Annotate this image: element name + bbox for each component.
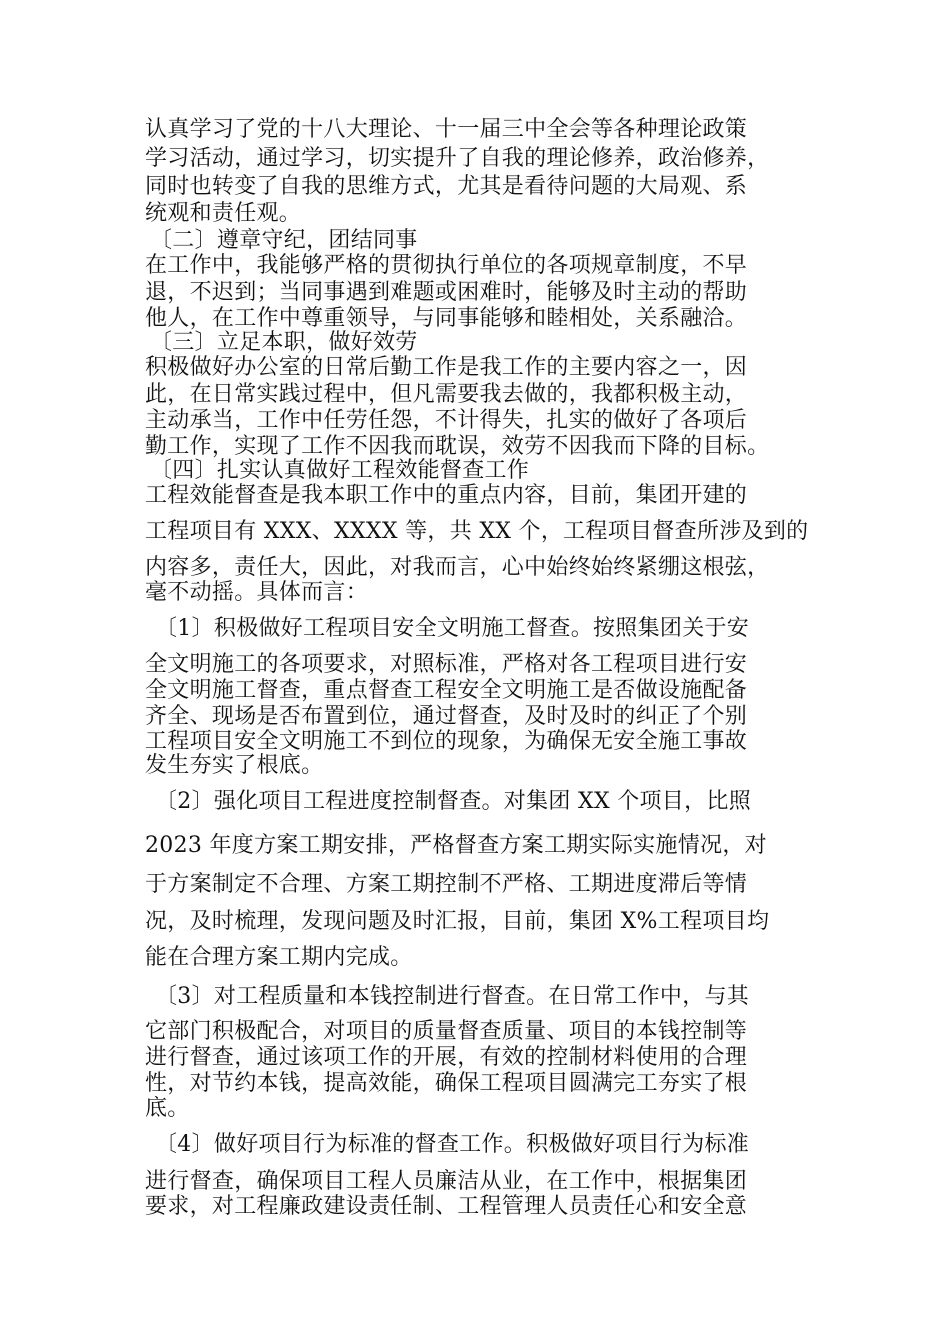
text-line: 能在合理方案工期内完成。 xyxy=(145,945,413,970)
text-line: 工程效能督查是我本职工作中的重点内容，目前，集团开建的 xyxy=(145,483,748,508)
text-line: 主动承当，工作中任劳任怨，不计得失，扎实的做好了各项后 xyxy=(145,408,748,433)
text-line: 齐全、现场是否布置到位，通过督查，及时及时的纠正了个别 xyxy=(145,704,748,729)
text-line: 2023 年度方案工期安排，严格督查方案工期实际实施情况，对 xyxy=(145,833,767,858)
list-item-heading: 〔1〕积极做好工程项目安全文明施工督查。按照集团关于安 xyxy=(155,616,750,641)
text-line: 此，在日常实践过程中，但凡需要我去做的，我都积极主动， xyxy=(145,382,748,407)
list-item-heading: 〔3〕对工程质量和本钱控制进行督查。在日常工作中，与其 xyxy=(155,984,750,1009)
text-line: 积极做好办公室的日常后勤工作是我工作的主要内容之一，因 xyxy=(145,355,748,380)
text-line: 要求，对工程廉政建设责任制、工程管理人员责任心和安全意 xyxy=(145,1194,748,1219)
section-heading: 〔三〕立足本职，做好效劳 xyxy=(150,330,418,355)
list-item-heading: 〔4〕做好项目行为标准的督查工作。积极做好项目行为标准 xyxy=(155,1132,750,1157)
text-line: 学习活动，通过学习，切实提升了自我的理论修养，政治修养， xyxy=(145,146,770,171)
text-line: 毫不动摇。具体而言： xyxy=(145,580,369,605)
text-line: 进行督查，确保项目工程人员廉洁从业，在工作中，根据集团 xyxy=(145,1169,748,1194)
section-heading: 〔二〕遵章守纪，团结同事 xyxy=(150,228,418,253)
text-line: 工程项目安全文明施工不到位的现象，为确保无安全施工事故 xyxy=(145,729,748,754)
text-line: 于方案制定不合理、方案工期控制不严格、工期进度滞后等情 xyxy=(145,872,748,897)
text-line: 勤工作，实现了工作不因我而耽误，效劳不因我而下降的目标。 xyxy=(145,434,770,459)
text-line: 全文明施工督查，重点督查工程安全文明施工是否做设施配备 xyxy=(145,678,748,703)
text-line: 进行督查，通过该项工作的开展，有效的控制材料使用的合理 xyxy=(145,1045,748,1070)
text-line: 发生夯实了根底。 xyxy=(145,753,324,778)
text-line: 性，对节约本钱，提高效能，确保工程项目圆满完工夯实了根 xyxy=(145,1071,748,1096)
text-line: 内容多，责任大，因此，对我而言，心中始终始终紧绷这根弦， xyxy=(145,555,770,580)
text-line: 工程项目有 XXX、XXXX 等，共 XX 个，工程项目督查所涉及到的 xyxy=(145,519,809,544)
text-line: 同时也转变了自我的思维方式，尤其是看待问题的大局观、系 xyxy=(145,174,748,199)
text-line: 它部门积极配合，对项目的质量督查质量、项目的本钱控制等 xyxy=(145,1019,748,1044)
text-line: 他人，在工作中尊重领导，与同事能够和睦相处，关系融洽。 xyxy=(145,306,748,331)
text-line: 全文明施工的各项要求，对照标准，严格对各工程项目进行安 xyxy=(145,652,748,677)
text-line: 退，不迟到；当同事遇到难题或困难时，能够及时主动的帮助 xyxy=(145,280,748,305)
text-line: 况，及时梳理，发现问题及时汇报，目前，集团 X%工程项目均 xyxy=(145,909,770,934)
text-line: 在工作中，我能够严格的贯彻执行单位的各项规章制度，不早 xyxy=(145,253,748,278)
section-heading: 〔四〕扎实认真做好工程效能督查工作 xyxy=(150,458,530,483)
text-line: 底。 xyxy=(145,1096,190,1121)
list-item-heading: 〔2〕强化项目工程进度控制督查。对集团 XX 个项目，比照 xyxy=(155,789,752,814)
text-line: 统观和责任观。 xyxy=(145,201,302,226)
text-line: 认真学习了党的十八大理论、十一届三中全会等各种理论政策 xyxy=(145,117,748,142)
